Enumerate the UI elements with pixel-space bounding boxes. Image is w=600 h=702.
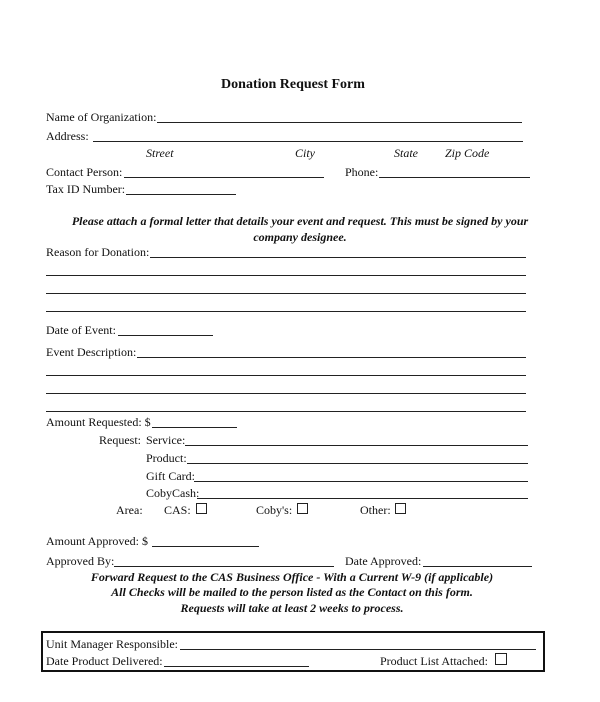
contact-label: Contact Person:: [46, 165, 123, 179]
org-field[interactable]: [157, 122, 522, 123]
reason-label: Reason for Donation:: [46, 245, 150, 259]
amount-requested-field[interactable]: [152, 427, 237, 428]
service-label: Service:: [146, 433, 186, 447]
org-label: Name of Organization:: [46, 110, 157, 124]
date-delivered-label: Date Product Delivered:: [46, 654, 163, 668]
form-title: Donation Request Form: [221, 77, 365, 92]
product-field[interactable]: [187, 463, 528, 464]
address-label: Address:: [46, 129, 89, 143]
request-label: Request:: [99, 433, 141, 447]
area-label: Area:: [116, 503, 143, 517]
product-list-checkbox[interactable]: [495, 653, 507, 665]
taxid-field[interactable]: [126, 194, 236, 195]
event-desc-field[interactable]: [137, 357, 526, 358]
date-approved-field[interactable]: [423, 566, 532, 567]
reason-line[interactable]: [46, 293, 526, 294]
forward-line-2: All Checks will be mailed to the person listed as the Contact on this form.: [111, 585, 473, 599]
address-field[interactable]: [93, 141, 523, 142]
taxid-label: Tax ID Number:: [46, 182, 126, 196]
approved-by-field[interactable]: [114, 566, 334, 567]
reason-line[interactable]: [46, 311, 526, 312]
forward-line-3: Requests will take at least 2 weeks to process.: [180, 601, 404, 615]
city-label: City: [295, 146, 315, 160]
phone-field[interactable]: [379, 177, 530, 178]
event-desc-line[interactable]: [46, 375, 526, 376]
date-event-field[interactable]: [118, 335, 213, 336]
event-desc-line[interactable]: [46, 393, 526, 394]
service-field[interactable]: [185, 445, 528, 446]
cas-label: CAS:: [164, 503, 191, 517]
amount-approved-label: Amount Approved: $: [46, 534, 148, 548]
notice-line-2: company designee.: [253, 230, 347, 244]
contact-field[interactable]: [124, 177, 324, 178]
amount-requested-label: Amount Requested: $: [46, 415, 151, 429]
street-label: Street: [146, 146, 174, 160]
state-label: State: [394, 146, 418, 160]
zip-label: Zip Code: [445, 146, 490, 160]
approved-by-label: Approved By:: [46, 554, 115, 568]
unit-manager-field[interactable]: [180, 649, 536, 650]
giftcard-label: Gift Card:: [146, 469, 195, 483]
amount-approved-field[interactable]: [152, 546, 259, 547]
other-label: Other:: [360, 503, 391, 517]
notice-line-1: Please attach a formal letter that details your event and request. This must be signed by your: [71, 214, 529, 228]
date-delivered-field[interactable]: [164, 666, 309, 667]
cobys-label: Coby's:: [256, 503, 293, 517]
cas-checkbox[interactable]: [196, 503, 207, 514]
cobycash-label: CobyCash:: [146, 486, 200, 500]
forward-line-1: Forward Request to the CAS Business Office - With a Current W-9 (if applicable): [90, 570, 494, 584]
other-checkbox[interactable]: [395, 503, 406, 514]
phone-label: Phone:: [345, 165, 379, 179]
unit-manager-label: Unit Manager Responsible:: [46, 637, 178, 651]
reason-field[interactable]: [150, 257, 526, 258]
event-desc-line[interactable]: [46, 411, 526, 412]
date-approved-label: Date Approved:: [345, 554, 422, 568]
cobys-checkbox[interactable]: [297, 503, 308, 514]
product-list-label: Product List Attached:: [380, 654, 488, 668]
reason-line[interactable]: [46, 275, 526, 276]
product-label: Product:: [146, 451, 187, 465]
giftcard-field[interactable]: [194, 481, 528, 482]
event-desc-label: Event Description:: [46, 345, 137, 359]
cobycash-field[interactable]: [197, 498, 528, 499]
date-event-label: Date of Event:: [46, 323, 116, 337]
